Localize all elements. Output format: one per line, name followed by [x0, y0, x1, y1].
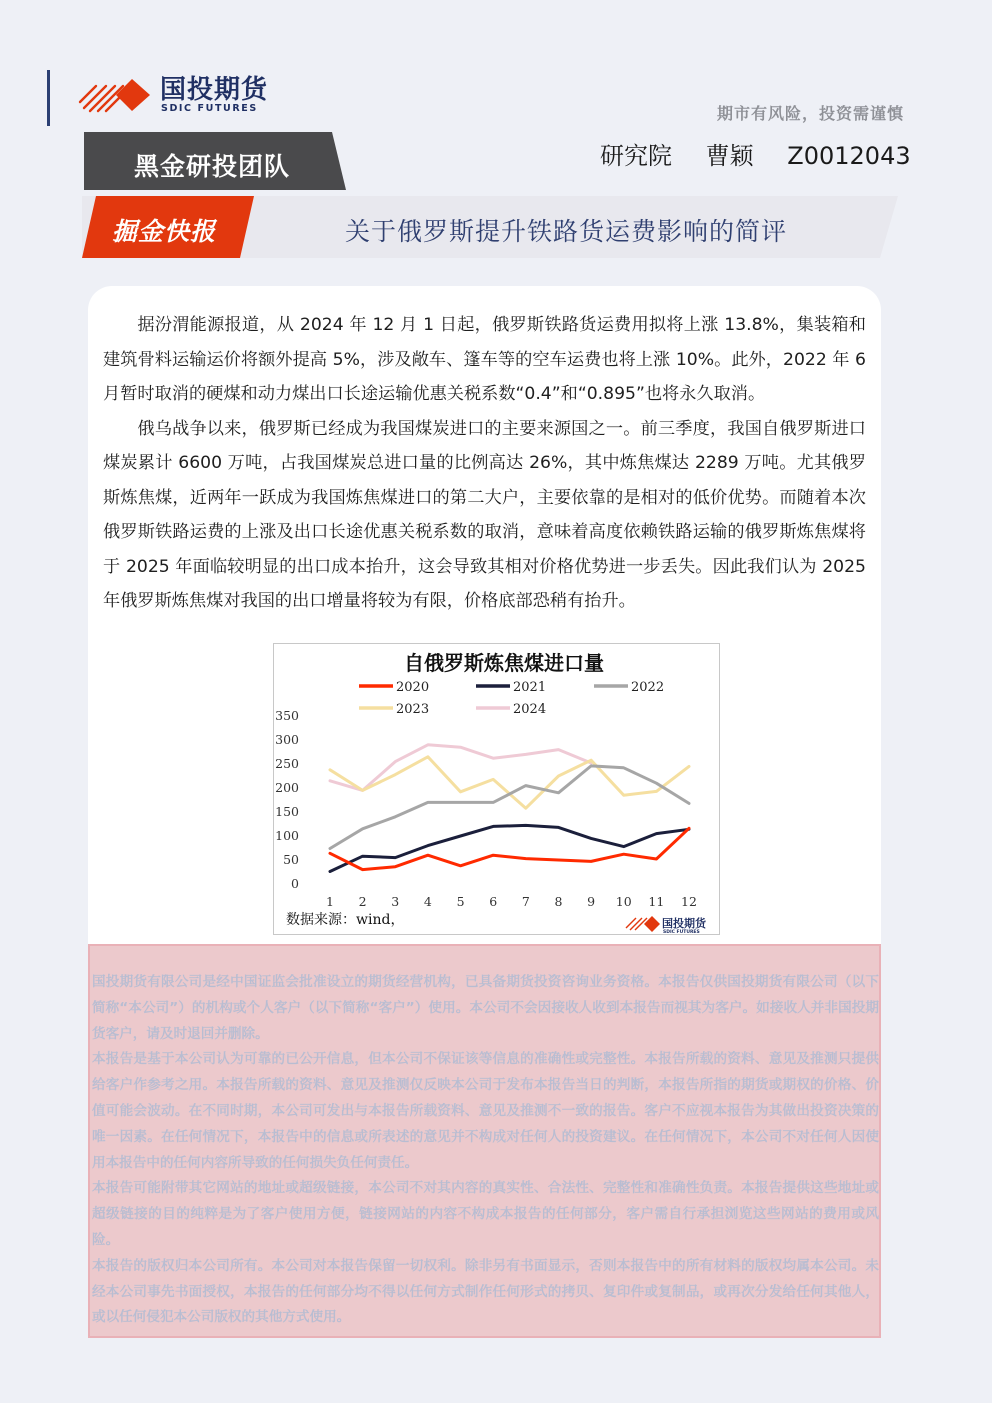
author-name: 曹颖	[705, 142, 754, 170]
series-line-2023	[330, 757, 689, 808]
watermark-cn: 国投期货	[662, 917, 706, 930]
logo-text-cn: 国投期货	[160, 75, 269, 105]
body-paragraph: 据汾渭能源报道，从 2024 年 12 月 1 日起，俄罗斯铁路货运费用拟将上涨 13.8%，集装箱和建筑骨料运输运价将额外提高 5%，涉及敞车、篷车等的空车运费也将上涨 10%。此外，2022 年 6 月暂时取消的硬煤和动力煤出口长途运输优惠关税系数“0.4”和“0.895”也将永久取消。	[103, 315, 866, 404]
author-dept: 研究院	[600, 142, 672, 170]
y-tick-label: 250	[275, 756, 299, 771]
chart-source: 数据来源：wind，	[286, 912, 405, 928]
x-tick-label: 4	[423, 894, 432, 909]
legend-label-2020: 2020	[396, 680, 430, 695]
x-tick-label: 12	[681, 894, 697, 909]
y-tick-label: 300	[275, 732, 299, 747]
y-tick-label: 100	[275, 828, 299, 843]
disclaimer-paragraph: 本报告的版权归本公司所有。本公司对本报告保留一切权利。除非另有书面显示，否则本报告中的所有材料的版权均属本公司。未经本公司事先书面授权，本报告的任何部分均不得以任何方式制作任何形式的拷贝、复印件或复制品，或再次分发给任何其他人，或以任何侵犯本公司版权的其他方式使用。	[92, 1257, 879, 1326]
logo-text-en: SDIC FUTURES	[161, 103, 258, 114]
y-tick-label: 0	[291, 876, 299, 891]
series-line-2022	[330, 766, 689, 849]
x-tick-label: 3	[391, 894, 400, 909]
y-tick-label: 350	[275, 708, 299, 723]
y-axis	[275, 708, 299, 891]
x-tick-label: 5	[456, 894, 465, 909]
y-tick-label: 200	[275, 780, 299, 795]
team-label: 黑金研投团队	[134, 152, 291, 181]
chart-legend	[359, 680, 664, 717]
legend-label-2021: 2021	[513, 680, 547, 695]
x-tick-label: 2	[358, 894, 367, 909]
company-logo-icon	[78, 76, 154, 114]
y-tick-label: 50	[283, 852, 299, 867]
watermark-en: SDIC FUTURES	[663, 930, 700, 934]
chart-canvas	[274, 644, 719, 934]
x-tick-label: 8	[554, 894, 563, 909]
disclaimer-paragraph: 国投期货有限公司是经中国证监会批准设立的期货经营机构，已具备期货投资咨询业务资格。本报告仅供国投期货有限公司（以下简称“本公司”）的机构或个人客户（以下简称“客户”）使用。本公司不会因接收人收到本报告而视其为客户。如接收人并非国投期货客户，请及时退回并删除。	[92, 974, 879, 1042]
report-title: 关于俄罗斯提升铁路货运费影响的简评	[345, 217, 788, 246]
x-tick-label: 1	[326, 894, 334, 909]
x-axis	[326, 894, 697, 909]
chart-title: 自俄罗斯炼焦煤进口量	[404, 651, 604, 675]
author-cert: Z0012043	[787, 142, 911, 170]
chart-series	[330, 745, 689, 872]
y-tick-label: 150	[275, 804, 299, 819]
header-accent-bar	[47, 70, 50, 126]
series-line-2020	[330, 828, 689, 869]
risk-slogan: 期市有风险，投资需谨慎	[716, 104, 904, 123]
watermark-logo-icon	[626, 918, 647, 930]
x-tick-label: 9	[587, 894, 596, 909]
x-tick-label: 6	[489, 894, 498, 909]
series-line-2021	[330, 825, 689, 871]
chart-watermark	[626, 916, 707, 934]
disclaimer-paragraph: 本报告是基于本公司认为可靠的已公开信息，但本公司不保证该等信息的准确性或完整性。本报告所载的资料、意见及推测只提供给客户作参考之用。本报告所载的资料、意见及推测仅反映本公司于发布本报告当日的判断，本报告所指的期货或期权的价格、价值可能会波动。在不同时期，本公司可发出与本报告所载资料、意见及推测不一致的报告。客户不应视本报告为其做出投资决策的唯一因素。在任何情况下，本报告中的信息或所表述的意见并不构成对任何人的投资建议。在任何情况下，本公司不对任何人因使用本报告中的任何内容所导致的任何损失负任何责任。	[92, 1051, 879, 1171]
report-tag: 掘金快报	[112, 217, 217, 246]
disclaimer-box	[88, 944, 881, 1338]
author-line	[600, 136, 911, 171]
legend-label-2024: 2024	[513, 702, 547, 717]
legend-label-2023: 2023	[396, 702, 430, 717]
report-body	[103, 308, 866, 619]
import-volume-chart	[273, 643, 720, 935]
legend-label-2022: 2022	[631, 680, 665, 695]
x-tick-label: 10	[615, 894, 632, 909]
disclaimer-paragraph: 本报告可能附带其它网站的地址或超级链接，本公司不对其内容的真实性、合法性、完整性和准确性负责。本报告提供这些地址或超级链接的目的纯粹是为了客户使用方便，链接网站的内容不构成本报告的任何部分，客户需自行承担浏览这些网站的费用或风险。	[92, 1180, 879, 1248]
body-paragraph: 俄乌战争以来，俄罗斯已经成为我国煤炭进口的主要来源国之一。前三季度，我国自俄罗斯进口煤炭累计 6600 万吨，占我国煤炭总进口量的比例高达 26%，其中炼焦煤达 2289 万吨。尤其俄罗斯炼焦煤，近两年一跃成为我国炼焦煤进口的第二大户，主要依靠的是相对的低价优势。而随着本次俄罗斯铁路运费的上涨及出口长途优惠关税系数的取消，意味着高度依赖铁路运输的俄罗斯炼焦煤将于 2025 年面临较明显的出口成本抬升，这会导致其相对价格优势进一步丢失。因此我们认为 2025 年俄罗斯炼焦煤对我国的出口增量将较为有限，价格底部恐稍有抬升。	[103, 418, 866, 611]
x-tick-label: 7	[521, 894, 530, 909]
x-tick-label: 11	[648, 894, 665, 909]
